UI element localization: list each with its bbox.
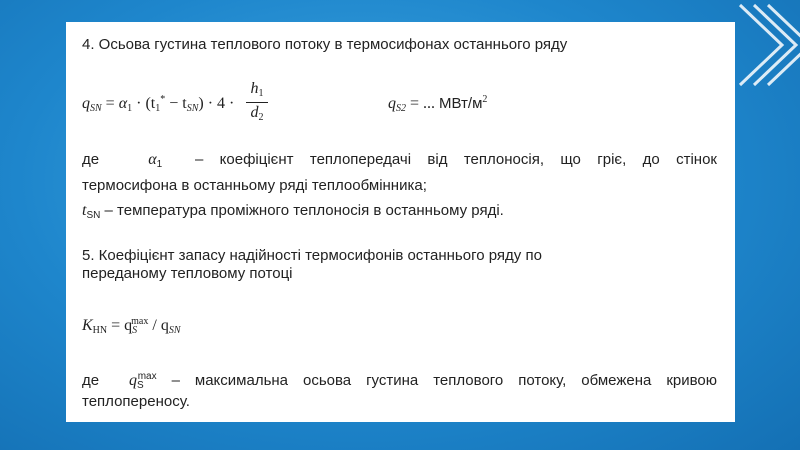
fraction-denominator: $d_2$ — [250, 104, 264, 123]
chevron-decoration-icon — [730, 0, 800, 120]
reliability-formula: $K_{HN} = q_S^{max} / q_{SN}$ — [82, 316, 181, 336]
heat-flux-formula: $q_{SN} = \alpha_1 \cdot (t_1^* - t_{SN}) \cdot 4$ · — [82, 94, 235, 114]
slide-content — [66, 22, 735, 422]
alpha-description-line-1: де $\alpha_1$ – коефіцієнт теплопередачі від теплоносія, що гріє, до стінок — [82, 151, 717, 170]
qmax-description-line-2: теплопереносу. — [82, 393, 190, 410]
fraction-numerator: $h_1$ — [250, 80, 264, 99]
result-unit: $q_{S2}$ = ... МВт/$м^2$ — [388, 94, 488, 114]
qmax-description-line-1: де $q_S^{max}$ – максимальна осьова густина теплового потоку, обмежена кривою — [82, 371, 717, 391]
tsn-description: $t_{SN}$ – температура проміжного теплоносія в останньому ряді. — [82, 202, 504, 221]
fraction-bar — [246, 102, 268, 103]
alpha-description-line-2: термосифона в останньому ряді теплообмінника; — [82, 177, 427, 194]
section-4-heading: 4. Осьова густина теплового потоку в термосифонах останнього ряду — [82, 36, 568, 53]
section-5-heading-line-1: 5. Коефіцієнт запасу надійності термосифонів останнього ряду по — [82, 247, 542, 264]
section-5-heading-line-2: переданому тепловому потоці — [82, 265, 293, 282]
